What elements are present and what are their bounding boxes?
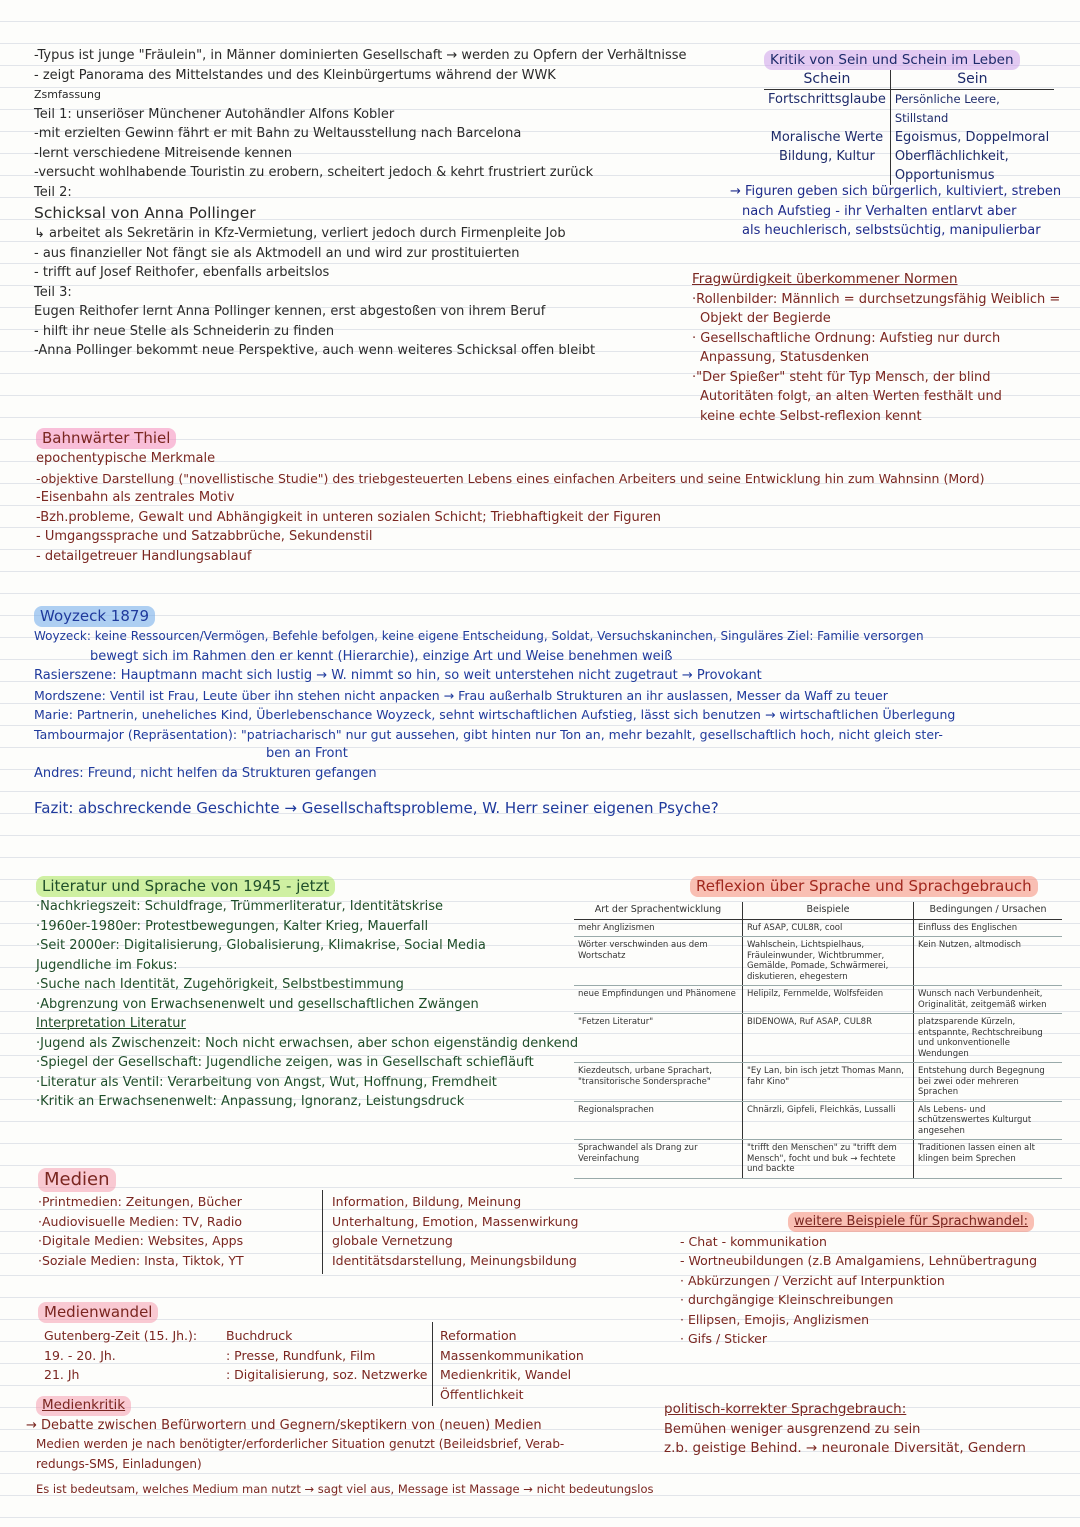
thiel-subtitle: epochentypische Merkmale — [36, 451, 216, 466]
kritik-header-sein: Sein — [890, 70, 1054, 90]
kritik-cell: Egoismus, Doppelmoral — [894, 130, 1050, 145]
woyzeck-line: Marie: Partnerin, uneheliches Kind, Überlebenschance Woyzeck, sehnt wirtschaftlichen Aufstieg, lässt sich benutzen → wirtschaftlichen Überlegung — [34, 707, 956, 722]
medien-function: Unterhaltung, Emotion, Massenwirkung — [332, 1213, 579, 1229]
normen-line: keine echte Selbst-reflexion kennt — [700, 408, 922, 424]
woyzeck-line: Mordszene: Ventil ist Frau, Leute über ihn stehen nicht anpacken → Frau außerhalb Strukturen an ihr auslassen, Messer da Waff zu teuer — [34, 687, 888, 703]
medienwandel-effect: Reformation — [440, 1328, 517, 1343]
kritik-note-line: nach Aufstieg - ihr Verhalten entlarvt aber — [742, 203, 1017, 219]
medien-item: ·Audiovisuelle Medien: TV, Radio — [38, 1213, 243, 1229]
reflexion-header: Bedingungen / Ursachen — [914, 902, 1063, 919]
literatur-line: ·Jugend als Zwischenzeit: Noch nicht erwachsen, aber schon eigenständig denkend — [36, 1035, 579, 1051]
sprachwandel-title-text: weitere Beispiele für Sprachwandel: — [788, 1212, 1034, 1232]
medienwandel-col2 — [226, 1326, 427, 1385]
reflexion-cell: Wahlschein, Lichtspielhaus, Fräuleinwunder, Wichtbrummer, Gemälde, Pomade, Schwärmerei, diskutieren, ehegestern — [743, 937, 914, 986]
reflexion-cell: platzsparende Kürzeln, entspannte, Rechtschreibung und unkonventionelle Wendungen — [914, 1014, 1063, 1063]
medien-block — [38, 1168, 116, 1192]
reflexion-block — [574, 902, 1062, 1179]
woyzeck-line: Tambourmajor (Repräsentation): "patriacharisch" nur gut aussehen, gibt hinten nur Ton an, mehr bezahlt, gesellschaftlich hoch, nicht gleich ster- — [34, 726, 943, 742]
summary-line: -Anna Pollinger bekommt neue Perspektive, auch wenn weiteres Schicksal offen bleibt — [34, 343, 596, 358]
medienwandel-medium: : Digitalisierung, soz. Netzwerke — [226, 1367, 428, 1382]
woyzeck-line: bewegt sich im Rahmen den er kennt (Hierarchie), einzige Art und Weise benehmen weiß — [90, 648, 673, 664]
summary-line: - zeigt Panorama des Mittelstandes und des Kleinbürgertums während der WWK — [34, 67, 556, 83]
reflexion-cell: Ruf ASAP, CUL8R, cool — [743, 919, 914, 937]
thiel-block — [36, 428, 985, 566]
literatur-line: ·Suche nach Identität, Zugehörigkeit, Selbstbestimmung — [36, 977, 404, 992]
medienwandel-col3 — [440, 1326, 584, 1404]
sprachwandel-block — [680, 1212, 1037, 1349]
reflexion-cell: Helipilz, Fernmelde, Wolfsfeiden — [743, 986, 914, 1014]
medien-function: Identitätsdarstellung, Meinungsbildung — [332, 1252, 577, 1268]
woyzeck-line: Andres: Freund, nicht helfen da Strukturen gefangen — [34, 765, 377, 781]
reflexion-cell: Einfluss des Englischen — [914, 919, 1063, 937]
woyzeck-line: Rasierszene: Hauptmann macht sich lustig → W. nimmt so hin, so weit unterstehen nicht zugetraut → Provokant — [34, 668, 762, 683]
sprachwandel-line: · Ellipsen, Emojis, Anglizismen — [680, 1311, 870, 1327]
medien-list-right — [332, 1192, 578, 1270]
reflexion-header: Art der Sprachentwicklung — [574, 902, 743, 919]
thiel-line: -Eisenbahn als zentrales Motiv — [36, 490, 235, 505]
reflexion-cell: "trifft den Menschen" zu "trifft dem Mensch", focht und buk → fechtete und backte — [743, 1140, 914, 1179]
medienwandel-era: 21. Jh — [44, 1367, 80, 1382]
literatur-title-text: Literatur und Sprache von 1945 - jetzt — [36, 876, 335, 897]
reflexion-cell: Kein Nutzen, altmodisch — [914, 937, 1063, 986]
normen-block — [692, 270, 1060, 426]
woyzeck-fazit: Fazit: abschreckende Geschichte → Gesellschaftsprobleme, W. Herr seiner eigenen Psyche? — [34, 799, 719, 817]
reflexion-cell: Kiezdeutsch, urbane Sprachart, "transitorische Sondersprache" — [574, 1063, 743, 1102]
normen-line: ·Rollenbilder: Männlich = durchsetzungsfähig Weiblich = — [692, 291, 1061, 307]
reflexion-cell: mehr Anglizismen — [574, 919, 743, 937]
medienwandel-col1 — [44, 1326, 197, 1385]
kritik-cell: Oberflächlichkeit, — [894, 149, 1009, 164]
medienwandel-effect: Massenkommunikation — [440, 1347, 584, 1363]
kritik-note-line: → Figuren geben sich bürgerlich, kultiviert, streben — [730, 184, 1062, 199]
reflexion-cell: "Fetzen Literatur" — [574, 1014, 743, 1063]
normen-line: ·"Der Spießer" steht für Typ Mensch, der blind — [692, 369, 991, 385]
medien-function: globale Vernetzung — [332, 1233, 453, 1248]
korrekt-line: Bemühen weniger ausgrenzend zu sein — [664, 1421, 921, 1437]
literatur-heading: Interpretation Literatur — [36, 1016, 186, 1031]
kritik-note-line: als heuchlerisch, selbstsüchtig, manipulierbar — [742, 223, 1041, 238]
medien-divider — [322, 1190, 323, 1274]
reflexion-cell: Wörter verschwinden aus dem Wortschatz — [574, 937, 743, 986]
medienkritik-line: → Debatte zwischen Befürwortern und Gegnern/skeptikern von (neuen) Medien — [26, 1417, 542, 1433]
woyzeck-block — [34, 606, 955, 819]
medienkritik-title — [36, 1396, 653, 1416]
korrekt-block — [664, 1400, 1026, 1459]
medienkritik-line: redungs-SMS, Einladungen) — [36, 1456, 202, 1471]
sprachwandel-line: · durchgängige Kleinschreibungen — [680, 1292, 894, 1307]
summary-line: ↳ arbeitet als Sekretärin in Kfz-Vermietung, verliert jedoch durch Firmenpleite Job — [34, 226, 566, 241]
summary-heading: Teil 3: — [34, 284, 72, 300]
kritik-cell: Persönliche Leere, Stillstand — [894, 92, 1000, 125]
literatur-line: ·Literatur als Ventil: Verarbeitung von Angst, Wut, Hoffnung, Fremdheit — [36, 1074, 497, 1090]
normen-line: Anpassung, Statusdenken — [700, 350, 870, 365]
reflexion-cell: Regionalsprachen — [574, 1101, 743, 1140]
literatur-heading: Jugendliche im Fokus: — [36, 957, 178, 973]
kritik-note — [730, 182, 1061, 241]
medien-list-left — [38, 1192, 244, 1270]
reflexion-cell: Wunsch nach Verbundenheit, Originalität, zeitgemäß wirken — [914, 986, 1063, 1014]
sprachwandel-line: · Abkürzungen / Verzicht auf Interpunktion — [680, 1272, 945, 1288]
reflexion-table — [574, 902, 1062, 1179]
medienwandel-era: 19. - 20. Jh. — [44, 1347, 116, 1363]
medien-item: ·Digitale Medien: Websites, Apps — [38, 1233, 244, 1248]
summary-heading: Zsmfassung — [34, 88, 101, 101]
korrekt-title: politisch-korrekter Sprachgebrauch: — [664, 1401, 907, 1417]
summary-heading: Schicksal von Anna Pollinger — [34, 204, 256, 222]
medienwandel-effect: Öffentlichkeit — [440, 1386, 524, 1402]
woyzeck-line: ben an Front — [266, 746, 348, 761]
literatur-line: ·Seit 2000er: Digitalisierung, Globalisierung, Klimakrise, Social Media — [36, 938, 486, 953]
summary-line: - aus finanzieller Not fängt sie als Aktmodell an und wird zur prostituierten — [34, 245, 520, 261]
medien-function: Information, Bildung, Meinung — [332, 1194, 522, 1209]
normen-line: · Gesellschaftliche Ordnung: Aufstieg nur durch — [692, 330, 1001, 346]
reflexion-cell: BIDENOWA, Ruf ASAP, CUL8R — [743, 1014, 914, 1063]
medien-item: ·Printmedien: Zeitungen, Bücher — [38, 1194, 242, 1209]
normen-line: Objekt der Begierde — [700, 311, 831, 326]
kritik-cell: Moralische Werte — [764, 128, 890, 147]
kritik-title — [764, 50, 1054, 70]
medienkritik-line: Medien werden je nach benötigter/erforderlicher Situation genutzt (Beileidsbrief, Verab- — [36, 1437, 565, 1451]
literatur-line: ·1960er-1980er: Protestbewegungen, Kalter Krieg, Mauerfall — [36, 918, 429, 934]
thiel-title — [36, 428, 985, 449]
medienkritik-line: Es ist bedeutsam, welches Medium man nutzt → sagt viel aus, Message ist Massage → nicht bedeutungslos — [36, 1482, 654, 1496]
sprachwandel-line: · Gifs / Sticker — [680, 1331, 767, 1346]
summary-line: - hilft ihr neue Stelle als Schneiderin zu finden — [34, 323, 335, 339]
literatur-line: ·Kritik an Erwachsenenwelt: Anpassung, Ignoranz, Leistungsdruck — [36, 1094, 465, 1109]
medien-title — [38, 1168, 116, 1192]
sprachwandel-line: - Chat - kommunikation — [680, 1233, 827, 1249]
medienwandel-effect: Medienkritik, Wandel — [440, 1367, 572, 1382]
medienwandel-divider — [432, 1322, 433, 1406]
medienkritik-block — [26, 1396, 654, 1500]
summary-block — [34, 46, 687, 361]
medienwandel-title-text: Medienwandel — [38, 1302, 158, 1323]
medienwandel-block — [38, 1302, 158, 1323]
kritik-table — [764, 70, 1054, 185]
literatur-line: ·Abgrenzung von Erwachsenenwelt und gesellschaftlichen Zwängen — [36, 996, 479, 1012]
reflexion-cell: Chnärzli, Gipfeli, Fleichkäs, Lussalli — [743, 1101, 914, 1140]
sprachwandel-line: - Wortneubildungen (z.B Amalgamiens, Lehnübertragung — [680, 1253, 1038, 1268]
woyzeck-title — [34, 606, 955, 627]
reflexion-cell: Traditionen lassen einen alt klingen beim Sprechen — [914, 1140, 1063, 1179]
summary-line: -Typus ist junge "Fräulein", in Männer dominierten Gesellschaft → werden zu Opfern der Verhältnisse — [34, 48, 687, 63]
summary-line: Eugen Reithofer lernt Anna Pollinger kennen, erst abgestoßen von ihrem Beruf — [34, 304, 546, 319]
reflexion-cell: "Ey Lan, bin isch jetzt Thomas Mann, fahr Kino" — [743, 1063, 914, 1102]
summary-heading: Teil 2: — [34, 184, 72, 200]
kritik-block — [764, 50, 1054, 185]
woyzeck-line: Woyzeck: keine Ressourcen/Vermögen, Befehle befolgen, keine eigene Entscheidung, Soldat, Versuchskaninchen, Singuläres Ziel: Familie versorgen — [34, 629, 924, 643]
literatur-title — [36, 876, 578, 897]
reflexion-title-text: Reflexion über Sprache und Sprachgebrauch — [690, 876, 1038, 897]
summary-line: - trifft auf Josef Reithofer, ebenfalls arbeitslos — [34, 265, 330, 280]
reflexion-header: Beispiele — [743, 902, 914, 919]
summary-line: -mit erzielten Gewinn fährt er mit Bahn zu Weltausstellung nach Barcelona — [34, 126, 522, 141]
reflexion-cell: Als Lebens- und schützenswertes Kulturgut angesehen — [914, 1101, 1063, 1140]
normen-line: Autoritäten folgt, an alten Werten festhält und — [700, 389, 1002, 404]
reflexion-cell: Entstehung durch Begegnung bei zwei oder mehreren Sprachen — [914, 1063, 1063, 1102]
thiel-line: -objektive Darstellung ("novellistische Studie") des triebgesteuerten Lebens eines einfachen Arbeiters und seine Entwicklung hin zum Wahnsinn (Mord) — [36, 470, 985, 486]
reflexion-cell: Sprachwandel als Drang zur Vereinfachung — [574, 1140, 743, 1179]
korrekt-line: z.b. geistige Behind. → neuronale Diversität, Gendern — [664, 1440, 1026, 1456]
literatur-line: ·Spiegel der Gesellschaft: Jugendliche zeigen, was in Gesellschaft schiefläuft — [36, 1055, 534, 1070]
thiel-title-text: Bahnwärter Thiel — [36, 428, 176, 449]
woyzeck-title-text: Woyzeck 1879 — [34, 606, 155, 627]
kritik-cell: Fortschrittsglaube — [764, 90, 890, 129]
thiel-line: - detailgetreuer Handlungsablauf — [36, 548, 252, 564]
summary-line: -lernt verschiedene Mitreisende kennen — [34, 145, 293, 161]
medienwandel-era: Gutenberg-Zeit (15. Jh.): — [44, 1328, 198, 1343]
medien-item: ·Soziale Medien: Insta, Tiktok, YT — [38, 1252, 244, 1268]
kritik-title-text: Kritik von Sein und Schein im Leben — [764, 50, 1020, 70]
literatur-block — [36, 876, 578, 1112]
kritik-header-schein: Schein — [764, 70, 890, 90]
reflexion-title — [690, 876, 1038, 897]
summary-line: -versucht wohlhabende Touristin zu erobern, scheitert jedoch & kehrt frustriert zurück — [34, 165, 594, 180]
kritik-cell: Opportunismus — [894, 168, 995, 183]
summary-line: Teil 1: unseriöser Münchener Autohändler Alfons Kobler — [34, 106, 395, 122]
literatur-line: ·Nachkriegszeit: Schuldfrage, Trümmerliteratur, Identitätskrise — [36, 899, 443, 914]
medienwandel-title — [38, 1302, 158, 1323]
thiel-line: - Umgangssprache und Satzabbrüche, Sekundenstil — [36, 529, 373, 544]
kritik-cell: Bildung, Kultur — [764, 147, 890, 166]
medien-title-text: Medien — [38, 1168, 116, 1192]
sprachwandel-title — [680, 1212, 1037, 1232]
medienwandel-medium: : Presse, Rundfunk, Film — [226, 1347, 376, 1363]
reflexion-cell: neue Empfindungen und Phänomene — [574, 986, 743, 1014]
thiel-line: -Bzh.probleme, Gewalt und Abhängigkeit in unteren sozialen Schicht; Triebhaftigkeit der Figuren — [36, 509, 662, 525]
medienwandel-medium: Buchdruck — [226, 1328, 293, 1343]
medienkritik-title-text: Medienkritik — [36, 1396, 131, 1416]
normen-title: Fragwürdigkeit überkommener Normen — [692, 271, 958, 287]
